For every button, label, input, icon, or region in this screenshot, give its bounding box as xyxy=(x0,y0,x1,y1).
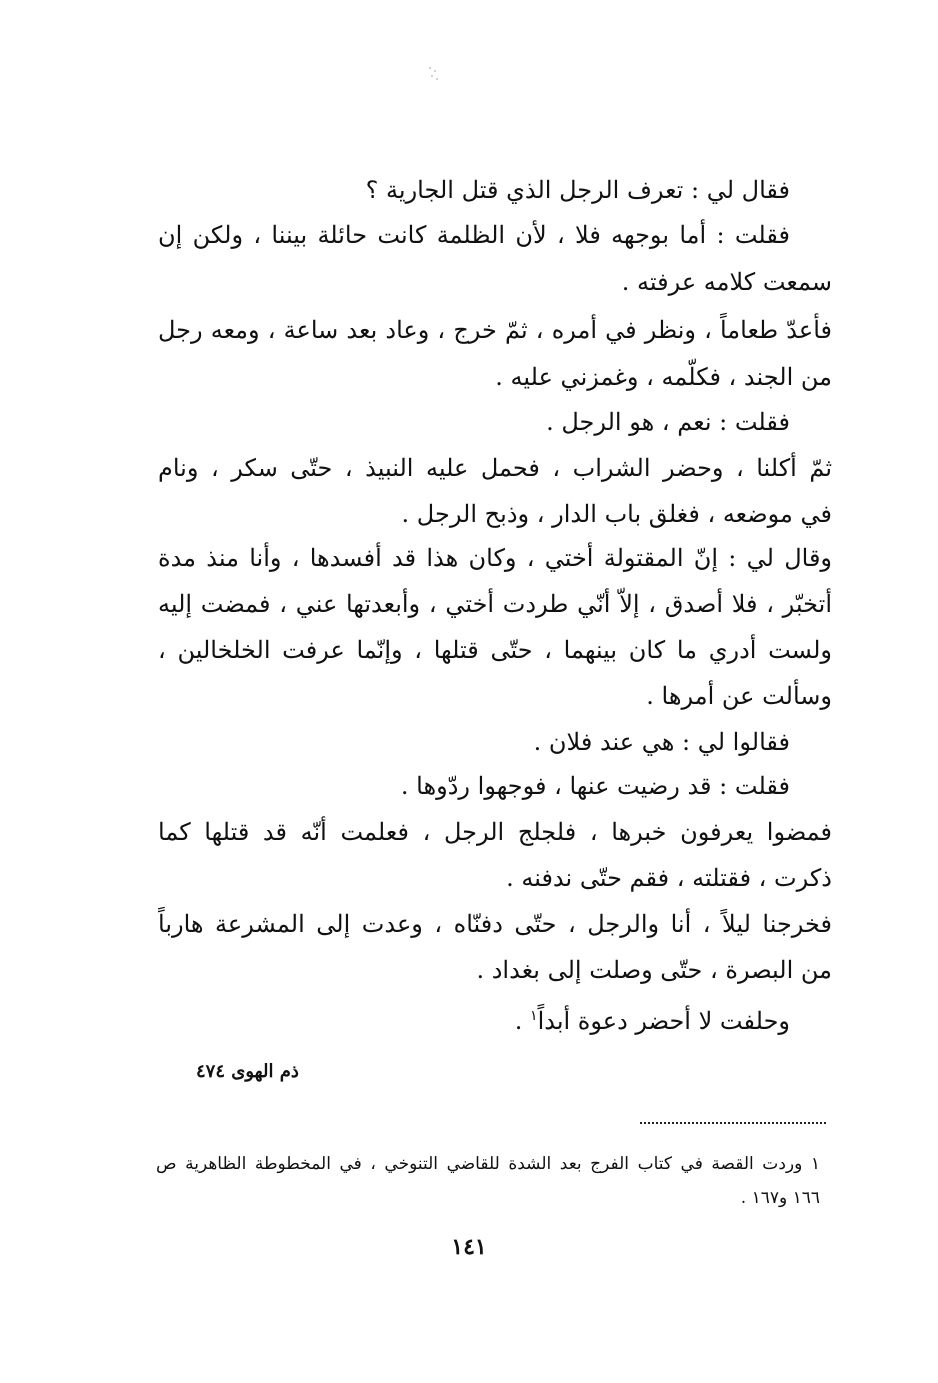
source-reference: ذم الهوى ٤٧٤ xyxy=(196,1061,299,1082)
text-line: ثمّ أكلنا ، وحضر الشراب ، فحمل عليه النبيذ ، حتّى سكر ، ونام xyxy=(158,454,832,482)
text-line: فمضوا يعرفون خبرها ، فلجلج الرجل ، فعلمت أنّه قد قتلها كما xyxy=(158,818,832,846)
text-line: وسألت عن أمرها . xyxy=(646,682,832,710)
text-line: في موضعه ، فغلق باب الدار ، وذبح الرجل . xyxy=(401,500,832,528)
text-line-content: وحلفت لا أحضر دعوة أبداً xyxy=(537,1007,790,1035)
text-line: أتخبّر ، فلا أصدق ، إلاّ أنّي طردت أختي ، وأبعدتها عني ، فمضت إليه xyxy=(158,590,832,618)
paper-speck xyxy=(426,64,440,82)
text-line: فقالوا لي : هي عند فلان . xyxy=(533,728,790,756)
text-line: فقال لي : تعرف الرجل الذي قتل الجارية ؟ xyxy=(365,176,790,204)
text-line-last xyxy=(515,996,790,1040)
footnote-marker: ١ xyxy=(530,1008,538,1024)
text-line: سمعت كلامه عرفته . xyxy=(621,268,832,296)
text-line: ذكرت ، فقتلته ، فقم حتّى ندفنه . xyxy=(506,864,832,892)
footnote-line: ١ وردت القصة في كتاب الفرج بعد الشدة للقاضي التنوخي ، في المخطوطة الظاهرية ص xyxy=(156,1154,820,1174)
text-line: فقلت : نعم ، هو الرجل . xyxy=(546,408,790,436)
text-line: من البصرة ، حتّى وصلت إلى بغداد . xyxy=(476,956,832,984)
page-number: ١٤١ xyxy=(451,1234,487,1260)
text-line: وقال لي : إنّ المقتولة أختي ، وكان هذا قد أفسدها ، وأنا منذ مدة xyxy=(158,544,832,572)
footnote-separator xyxy=(640,1122,826,1124)
footnote-line: ١٦٦ و١٦٧ . xyxy=(740,1188,820,1208)
text-line: فخرجنا ليلاً ، أنا والرجل ، حتّى دفنّاه ، وعدت إلى المشرعة هارباً xyxy=(158,910,832,938)
text-line-end: . xyxy=(514,1007,531,1035)
text-line: فقلت : أما بوجهه فلا ، لأن الظلمة كانت حائلة بيننا ، ولكن إن xyxy=(158,221,790,249)
text-line: ولست أدري ما كان بينهما ، حتّى قتلها ، وإنّما عرفت الخلخالين ، xyxy=(158,636,832,664)
text-line: من الجند ، فكلّمه ، وغمزني عليه . xyxy=(495,363,832,391)
text-line: فأعدّ طعاماً ، ونظر في أمره ، ثمّ خرج ، وعاد بعد ساعة ، ومعه رجل xyxy=(158,316,832,344)
text-line: فقلت : قد رضيت عنها ، فوجهوا ردّوها . xyxy=(400,772,790,800)
